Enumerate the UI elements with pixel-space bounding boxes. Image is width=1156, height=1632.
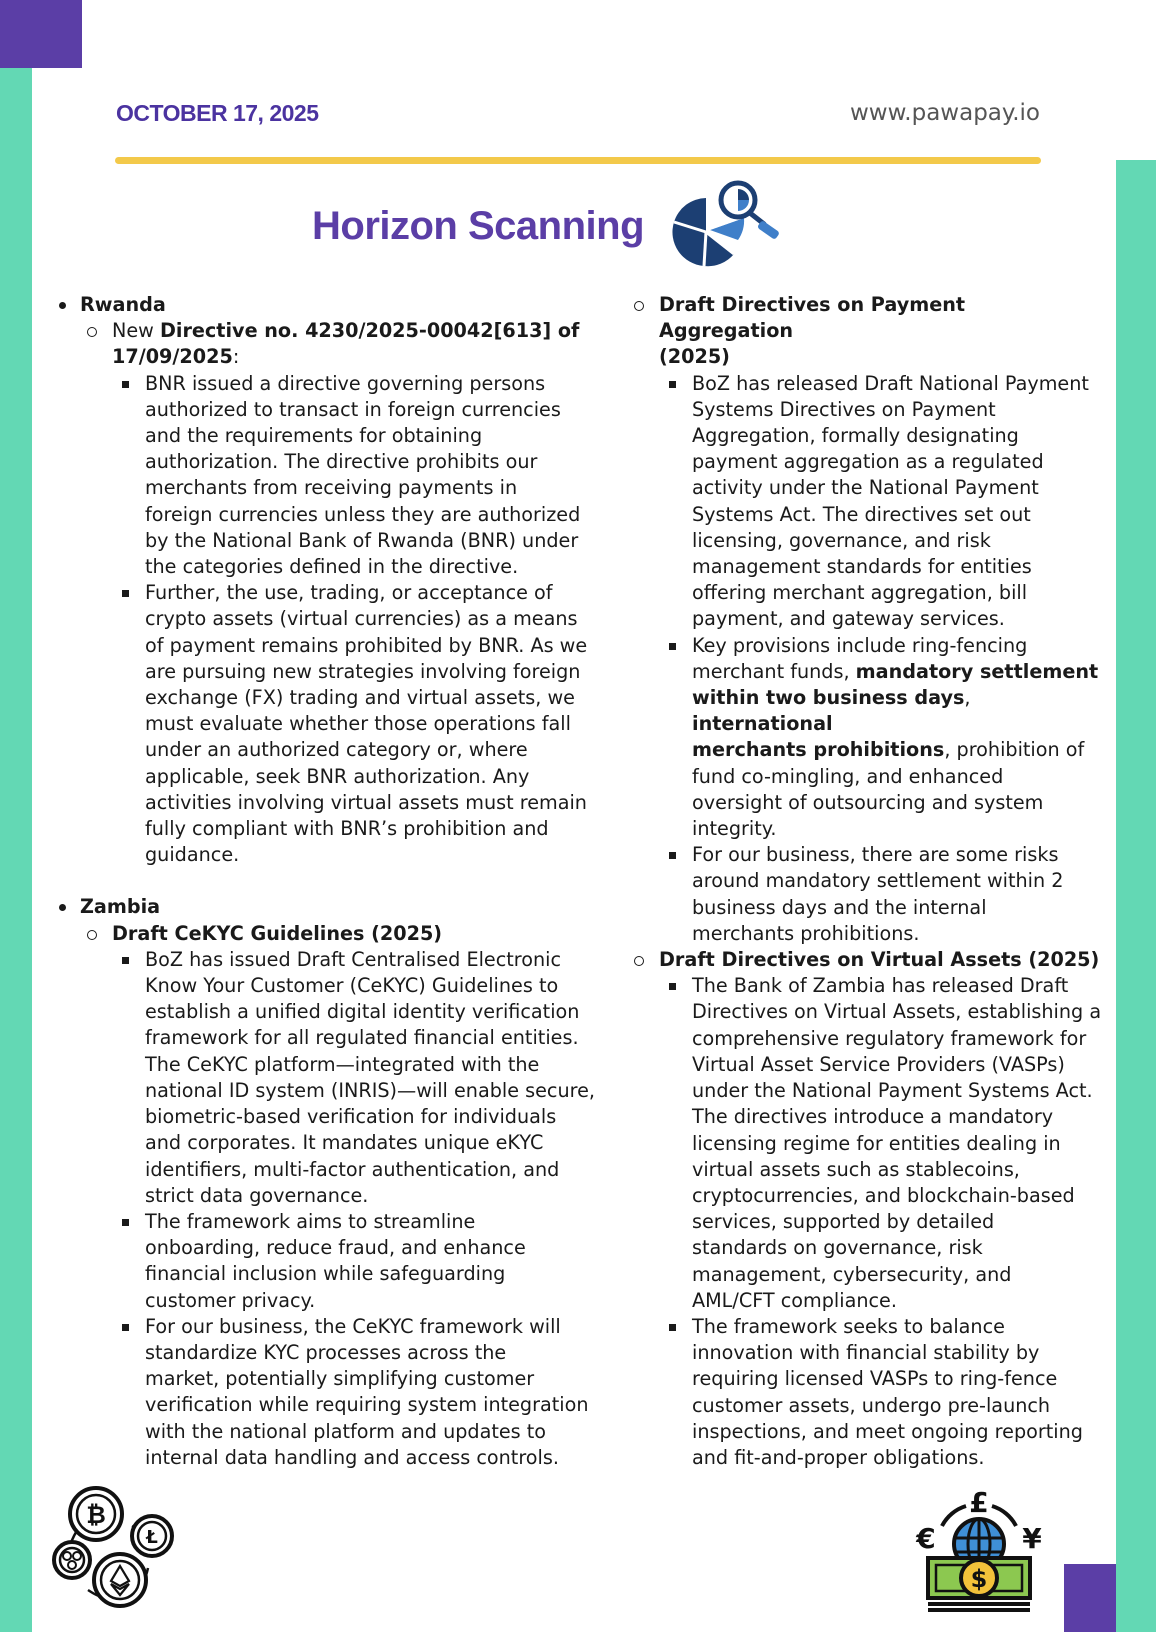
text-line: establish a unified digital identity verification — [145, 1000, 580, 1024]
text-line: with the national platform and updates to — [145, 1419, 547, 1443]
pound-symbol: £ — [969, 1486, 989, 1519]
text-line: virtual assets such as stablecoins, — [692, 1157, 1020, 1181]
bottom-corner-block — [1064, 1564, 1116, 1632]
text-line: Know Your Customer (CeKYC) Guidelines to — [145, 974, 559, 998]
rwanda-bullet-1 — [54, 371, 602, 581]
text-line: and the requirements for obtaining — [145, 424, 483, 448]
emphasis-text: merchants prohibitions — [692, 738, 945, 762]
dollar-symbol: $ — [970, 1565, 988, 1593]
text-line: exchange (FX) trading and virtual assets, we — [145, 686, 575, 710]
text-line: under an authorized category or, where — [145, 738, 528, 762]
text-line: The framework seeks to balance — [692, 1314, 1005, 1338]
text-line: inspections, and meet ongoing reporting — [692, 1419, 1083, 1443]
text-line: BNR issued a directive governing persons — [145, 371, 546, 395]
text-line: merchants prohibitions. — [692, 921, 920, 945]
text-line: Aggregation, formally designating — [692, 424, 1019, 448]
text-line: AML/CFT compliance. — [692, 1288, 897, 1312]
text-line: oversight of outsourcing and system — [692, 790, 1044, 814]
country-zambia: Zambia — [54, 894, 602, 920]
page-title: Horizon Scanning — [312, 204, 644, 248]
text-line: framework for all regulated financial entities. — [145, 1026, 579, 1050]
text-line: verification while requiring system integration — [145, 1393, 589, 1417]
directive-title-line1: Directive no. 4230/2025-00042[613] of — [159, 319, 580, 343]
text-line: activity under the National Payment — [692, 476, 1039, 500]
text-line: licensing, governance, and risk — [692, 528, 991, 552]
virtual-assets-bullet-1 — [632, 973, 1102, 1314]
text-line: the categories defined in the directive. — [145, 555, 519, 579]
virtual-assets-heading: Draft Directives on Virtual Assets (2025) — [632, 947, 1102, 973]
text-line: business days and the internal — [692, 895, 987, 919]
text-line: The framework aims to streamline — [145, 1209, 476, 1233]
text-line: standardize KYC processes across the — [145, 1340, 507, 1364]
zambia-bullet-2 — [54, 1209, 602, 1314]
text-line: cryptocurrencies, and blockchain-based — [692, 1183, 1075, 1207]
text-line: applicable, seek BNR authorization. Any — [145, 764, 530, 788]
text-line: onboarding, reduce fraud, and enhance — [145, 1236, 526, 1260]
text-line: market, potentially simplifying customer — [145, 1367, 535, 1391]
text-line: services, supported by detailed — [692, 1210, 995, 1234]
text-line: licensing regime for entities dealing in — [692, 1131, 1061, 1155]
report-date: OCTOBER 17, 2025 — [116, 100, 319, 126]
payment-aggregation-bullet-1 — [632, 371, 1102, 633]
text-line: Further, the use, trading, or acceptance of — [145, 581, 553, 605]
text-line: Systems Act. The directives set out — [692, 502, 1031, 526]
bitcoin-symbol: ₿ — [86, 1501, 106, 1529]
yen-symbol: ¥ — [1022, 1522, 1042, 1555]
text-line: of payment remains prohibited by BNR. As we — [145, 633, 588, 657]
text-line: identifiers, multi-factor authentication, and — [145, 1157, 560, 1181]
virtual-assets-bullet-2 — [632, 1314, 1102, 1471]
text-line: comprehensive regulatory framework for — [692, 1026, 1087, 1050]
directive-title-line2: 17/09/2025 — [112, 345, 233, 369]
text-line: strict data governance. — [145, 1183, 369, 1207]
right-accent-band — [1116, 160, 1156, 1632]
left-accent-band — [0, 0, 32, 1632]
section-spacer — [54, 868, 602, 894]
text-line: fund co-mingling, and enhanced — [692, 764, 1004, 788]
text-line: foreign currencies unless they are authorized — [145, 502, 581, 526]
left-column — [54, 292, 602, 1471]
litecoin-symbol: Ł — [146, 1527, 158, 1548]
text-line: Directives on Virtual Assets, establishing a — [692, 1000, 1102, 1024]
text-line: For our business, the CeKYC framework will — [145, 1314, 561, 1338]
rwanda-bullet-2 — [54, 580, 602, 868]
payment-aggregation-bullet-2 — [632, 633, 1102, 843]
emphasis-text: international — [692, 712, 833, 736]
text-line: integrity. — [692, 817, 777, 841]
rwanda-directive-heading — [54, 318, 602, 370]
global-currency-exchange-icon — [914, 1486, 1044, 1614]
header-divider — [115, 157, 1041, 164]
text-line: and corporates. It mandates unique eKYC — [145, 1131, 544, 1155]
text-line: by the National Bank of Rwanda (BNR) under — [145, 528, 579, 552]
text-line: The Bank of Zambia has released Draft — [692, 974, 1069, 998]
text-line: customer privacy. — [145, 1288, 316, 1312]
text-line: financial inclusion while safeguarding — [145, 1262, 506, 1286]
text-line: Key provisions include ring-fencing — [692, 633, 1028, 657]
directive-suffix: : — [232, 345, 240, 369]
euro-symbol: € — [916, 1522, 936, 1555]
zambia-bullet-3 — [54, 1314, 602, 1471]
text-run: , prohibition of — [944, 738, 1085, 762]
text-line: under the National Payment Systems Act. — [692, 1079, 1093, 1103]
text-line: payment aggregation as a regulated — [692, 450, 1044, 474]
text-line: management standards for entities — [692, 555, 1032, 579]
text-line: guidance. — [145, 843, 240, 867]
top-corner-block — [0, 0, 82, 68]
text-line: management, cybersecurity, and — [692, 1262, 1012, 1286]
text-line: crypto assets (virtual currencies) as a means — [145, 607, 578, 631]
text-line: Systems Directives on Payment — [692, 397, 996, 421]
text-run: merchant funds, — [692, 659, 856, 683]
emphasis-text: mandatory settlement — [855, 659, 1099, 683]
text-line: internal data handling and access controls. — [145, 1445, 559, 1469]
text-line: customer assets, undergo pre-launch — [692, 1393, 1051, 1417]
text-line: BoZ has issued Draft Centralised Electronic — [145, 947, 562, 971]
heading-line: Draft Directives on Payment Aggregation — [659, 293, 966, 343]
cekyc-heading: Draft CeKYC Guidelines (2025) — [54, 921, 602, 947]
text-line: activities involving virtual assets must remain — [145, 790, 587, 814]
zambia-bullet-1 — [54, 947, 602, 1209]
text-line: standards on governance, risk — [692, 1236, 983, 1260]
pie-chart-magnifier-icon — [664, 180, 800, 276]
text-run: , — [964, 686, 971, 710]
payment-aggregation-heading — [632, 292, 1102, 371]
text-line: requiring licensed VASPs to ring-fence — [692, 1367, 1058, 1391]
text-line: around mandatory settlement within 2 — [692, 869, 1064, 893]
heading-line: (2025) — [659, 345, 730, 369]
country-rwanda: Rwanda — [54, 292, 602, 318]
text-line: and fit-and-proper obligations. — [692, 1445, 985, 1469]
text-line: merchants from receiving payments in — [145, 476, 518, 500]
text-line: innovation with financial stability by — [692, 1341, 1040, 1365]
text-line: biometric-based verification for individuals — [145, 1105, 557, 1129]
text-line: authorization. The directive prohibits our — [145, 450, 538, 474]
directive-prefix: New — [112, 319, 160, 343]
text-line: BoZ has released Draft National Payment — [692, 371, 1089, 395]
text-line: are pursuing new strategies involving foreign — [145, 659, 581, 683]
website-link[interactable]: www.pawapay.io — [849, 100, 1040, 126]
text-line: For our business, there are some risks — [692, 843, 1059, 867]
text-line: The CeKYC platform—integrated with the — [145, 1052, 540, 1076]
text-line: authorized to transact in foreign currencies — [145, 397, 561, 421]
right-column — [632, 292, 1102, 1471]
text-line: payment, and gateway services. — [692, 607, 1005, 631]
emphasis-text: within two business days — [692, 686, 965, 710]
text-line: national ID system (INRIS)—will enable secure, — [145, 1078, 596, 1102]
text-line: must evaluate whether those operations fall — [145, 712, 571, 736]
text-line: Virtual Asset Service Providers (VASPs) — [692, 1052, 1065, 1076]
text-line: The directives introduce a mandatory — [692, 1105, 1054, 1129]
text-line: fully compliant with BNR’s prohibition and — [145, 817, 549, 841]
payment-aggregation-bullet-3 — [632, 842, 1102, 947]
cryptocurrency-coins-icon — [52, 1486, 180, 1614]
text-line: offering merchant aggregation, bill — [692, 581, 1028, 605]
